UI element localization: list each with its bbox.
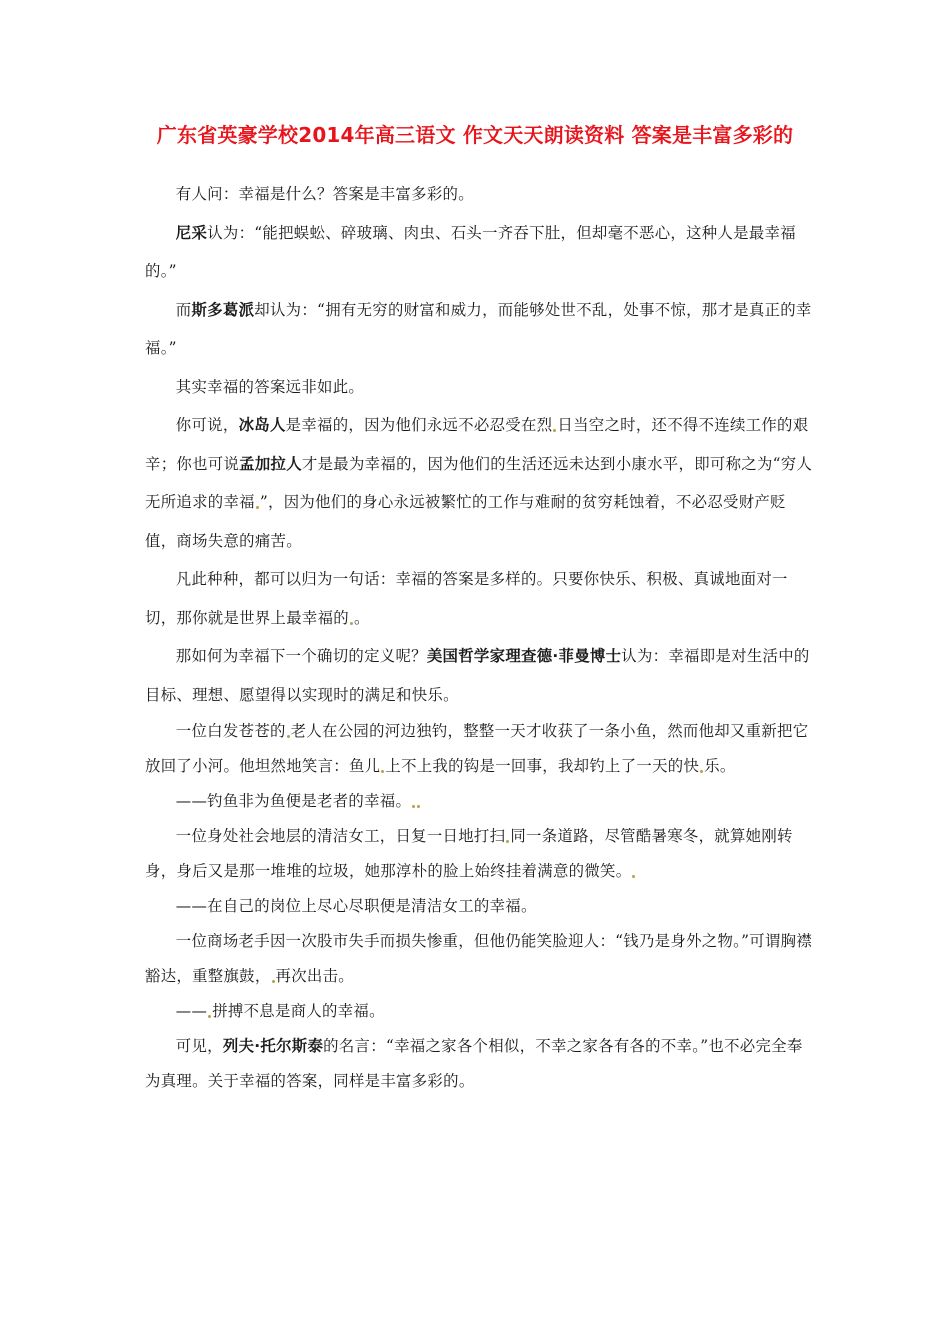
- paragraph-14: 可见，列夫·托尔斯泰的名言：“幸福之家各个相似，不幸之家各有各的不幸。”也不必完全奉为真理。关于幸福的答案，同样是丰富多彩的。: [145, 1037, 803, 1090]
- mark-dot: [632, 875, 635, 878]
- mark-dot: [350, 622, 353, 625]
- mark-dot: [287, 735, 290, 738]
- mark-dot: [700, 770, 703, 773]
- mark-dot: [506, 840, 509, 843]
- paragraph-3: 而斯多葛派却认为：“拥有无穷的财富和威力，而能够处世不乱，处事不惊，那才是真正的幸福。”: [145, 300, 812, 357]
- mark-dot: [256, 506, 259, 509]
- bold-name: 斯多葛派: [191, 300, 255, 319]
- paragraph-4: 其实幸福的答案远非如此。: [175, 377, 365, 396]
- bold-name: 尼采: [175, 223, 208, 242]
- mark-dot: [553, 429, 556, 432]
- paragraph-5: 你可说，冰岛人是幸福的，因为他们永远不必忍受在烈 日当空之时，还不得不连续工作的艰辛；你也可说孟加拉人才是最为幸福的，因为他们的生活还远未达到小康水平，即可称之为“穷人无所追求的幸福 ”，因为他们的身心永远被繁忙的工作与难耐的贫穷耗蚀着，不必忍受财产贬值，商场失意的痛苦。: [145, 416, 813, 550]
- paragraph-6: 凡此种种，都可以归为一句话：幸福的答案是多样的。只要你快乐、积极、真诚地面对一切，那你就是世界上最幸福的 。: [145, 570, 788, 627]
- bold-name: 冰岛人: [238, 416, 286, 434]
- mark-dot: [412, 805, 415, 808]
- paragraph-10: 一位身处社会地层的清洁女工，日复一日地打扫 同一条道路，尽管酷暑寒冬，就算她刚转身，身后又是那一堆堆的垃圾，她那淳朴的脸上始终挂着满意的微笑。: [145, 827, 793, 880]
- bold-name: 美国哲学家理查德·菲曼博士: [426, 647, 622, 665]
- mark-dot: [417, 805, 420, 808]
- mark-dot: [272, 980, 275, 983]
- bold-name: 孟加拉人: [239, 454, 302, 473]
- paragraph-12: 一位商场老手因一次股市失手而损失惨重，但他仍能笑脸迎人：“钱乃是身外之物。”可谓胸襟豁达，重整旗鼓， 再次出击。: [145, 932, 813, 985]
- paragraph-2: 尼采认为：“能把蜈蚣、碎玻璃、肉虫、石头一齐吞下肚，但却毫不恶心，这种人是最幸福的。”: [145, 223, 796, 280]
- paragraph-8: 一位白发苍苍的 老人在公园的河边独钓，整整一天才收获了一条小鱼，然而他却又重新把它放回了小河。他坦然地笑言：鱼儿 上不上我的钩是一回事，我却钓上了一天的快 乐。: [145, 722, 809, 775]
- paragraph-7: 那如何为幸福下一个确切的定义呢？美国哲学家理查德·菲曼博士认为：幸福即是对生活中的目标、理想、愿望得以实现时的满足和快乐。: [145, 647, 810, 704]
- paragraph-9: ——钓鱼非为鱼便是老者的幸福。: [145, 784, 813, 819]
- document-body: [145, 175, 813, 1099]
- paragraph-11: ——在自己的岗位上尽心尽职便是清洁女工的幸福。: [175, 897, 537, 915]
- paragraph-1: 有人问：幸福是什么？答案是丰富多彩的。: [175, 185, 474, 203]
- mark-dot: [381, 770, 384, 773]
- document-title: 广东省英豪学校2014年高三语文 作文天天朗读资料 答案是丰富多彩的: [156, 123, 794, 147]
- bold-name: 列夫·托尔斯泰: [222, 1037, 324, 1055]
- mark-dot: [208, 1015, 211, 1018]
- paragraph-13: —— 拼搏不息是商人的幸福。: [175, 1002, 385, 1020]
